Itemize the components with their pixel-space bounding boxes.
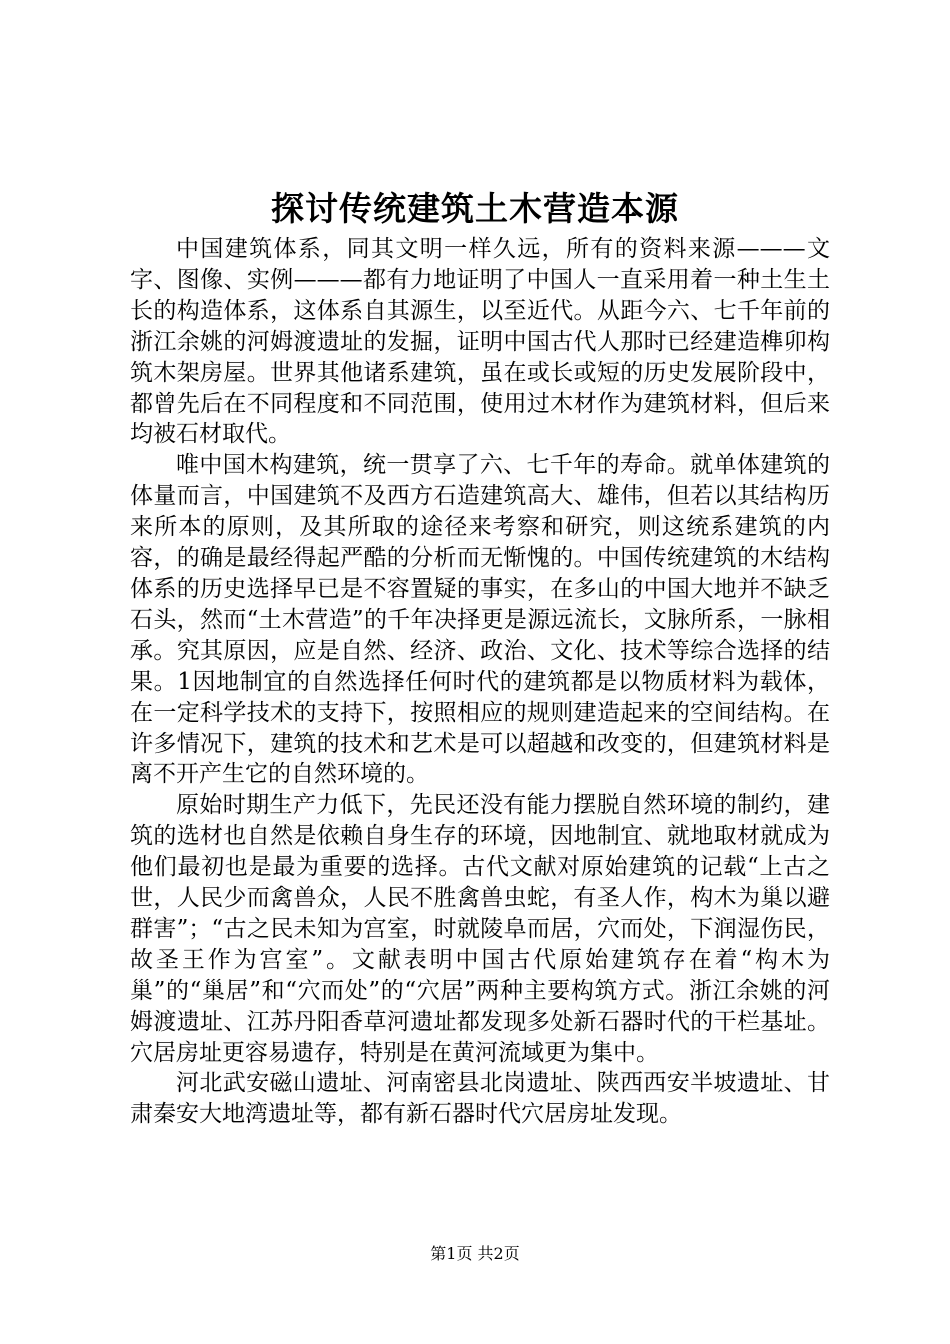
paragraph-1: 中国建筑体系，同其文明一样久远，所有的资料来源———文字、图像、实例———都有力地证明了中国人一直采用着一种土生土长的构造体系，这体系自其源生，以至近代。从距今六、七千年前的浙江余姚的河姆渡遗址的发掘，证明中国古代人那时已经建造榫卯构筑木架房屋。世界其他诸系建筑，虽在或长或短的历史发展阶段中，都曾先后在不同程度和不同范围，使用过木材作为建筑材料，但后来均被石材取代。	[130, 236, 830, 448]
paragraph-2: 唯中国木构建筑，统一贯享了六、七千年的寿命。就单体建筑的体量而言，中国建筑不及西方石造建筑高大、雄伟，但若以其结构历来所本的原则，及其所取的途径来考察和研究，则这统系建筑的内容，的确是最经得起严酷的分析而无惭愧的。中国传统建筑的木结构体系的历史选择早已是不容置疑的事实，在多山的中国大地并不缺乏石头，然而“土木营造”的千年决择更是源远流长，文脉所系，一脉相承。究其原因，应是自然、经济、政治、文化、技术等综合选择的结果。1因地制宜的自然选择任何时代的建筑都是以物质材料为载体，在一定科学技术的支持下，按照相应的规则建造起来的空间结构。在许多情况下，建筑的技术和艺术是可以超越和改变的，但建筑材料是离不开产生它的自然环境的。	[130, 452, 830, 788]
document-title: 探讨传统建筑土木营造本源	[271, 189, 679, 228]
paragraph-4: 河北武安磁山遗址、河南密县北岗遗址、陕西西安半坡遗址、甘肃秦安大地湾遗址等，都有新石器时代穴居房址发现。	[130, 1070, 830, 1128]
paragraph-3: 原始时期生产力低下，先民还没有能力摆脱自然环境的制约，建筑的选材也自然是依赖自身生存的环境，因地制宜、就地取材就成为他们最初也是最为重要的选择。古代文献对原始建筑的记载“上古之世，人民少而禽兽众，人民不胜禽兽虫蛇，有圣人作，构木为巢以避群害”；“古之民未知为宫室，时就陵阜而居，穴而处，下润湿伤民，故圣王作为宫室”。文献表明中国古代原始建筑存在着“构木为巢”的“巢居”和“穴而处”的“穴居”两种主要构筑方式。浙江余姚的河姆渡遗址、江苏丹阳香草河遗址都发现多处新石器时代的干栏基址。穴居房址更容易遗存，特别是在黄河流域更为集中。	[130, 792, 830, 1066]
document-body	[130, 234, 830, 1130]
page-number-footer: 第1页 共2页	[430, 1244, 520, 1263]
